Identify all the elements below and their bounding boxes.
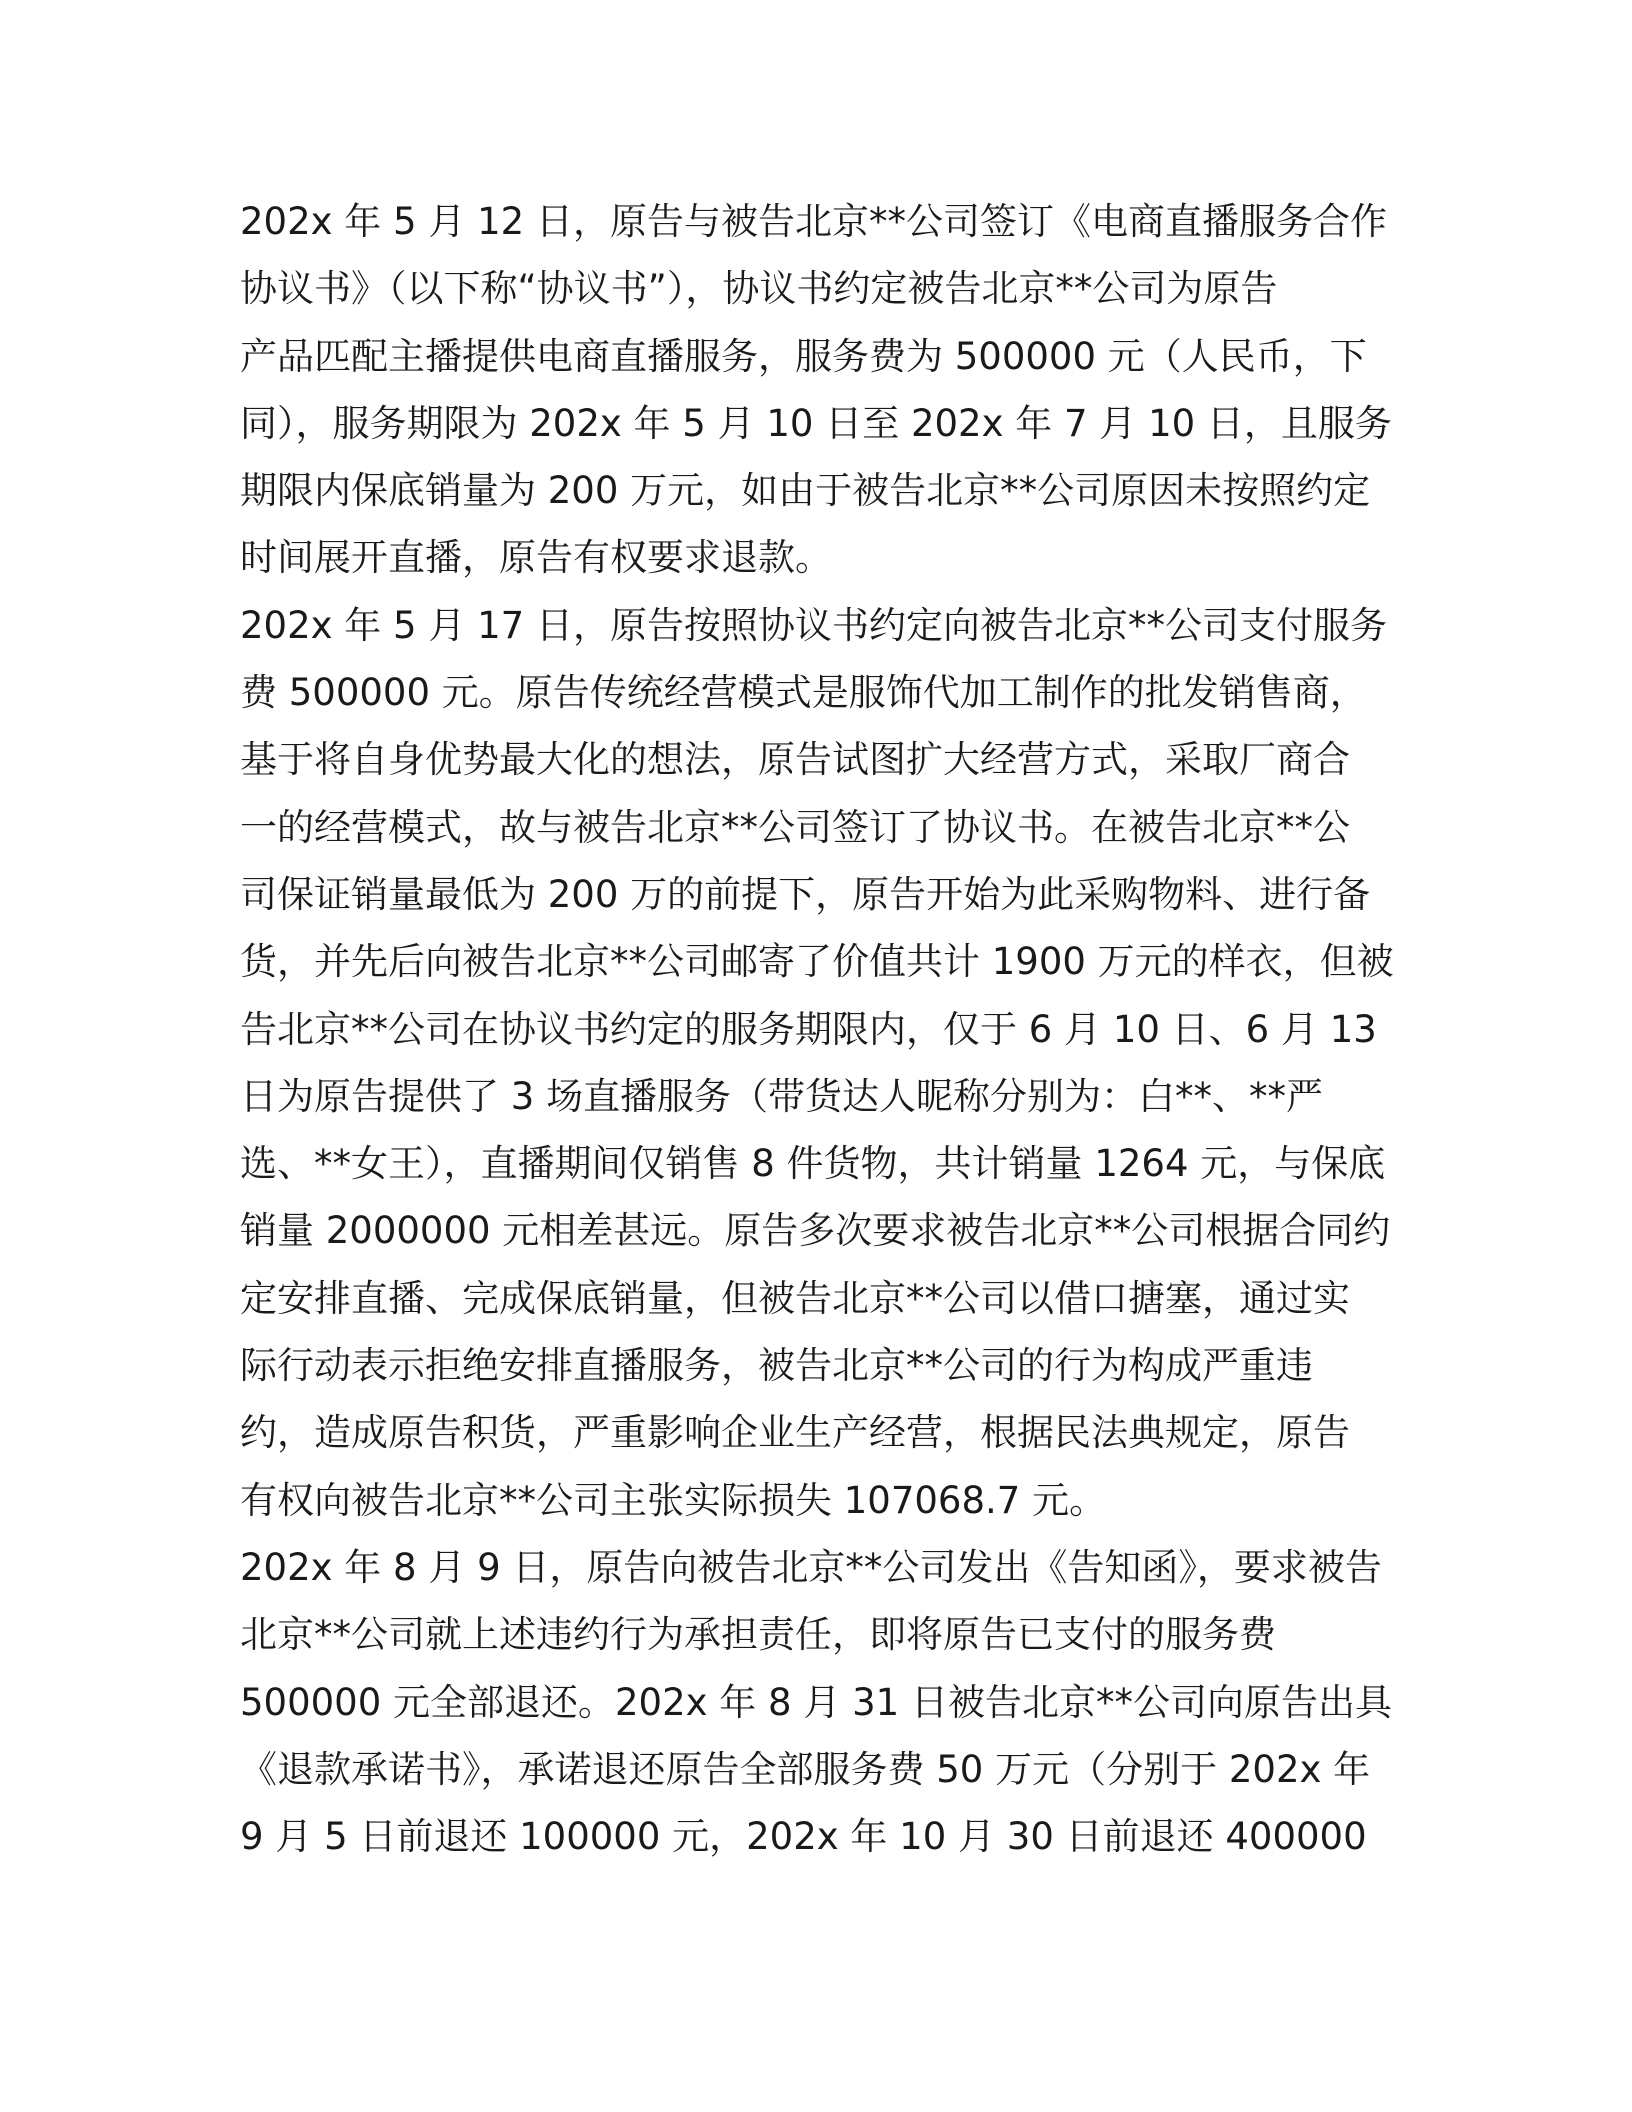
text-line: 一的经营模式，故与被告北京**公司签订了协议书。在被告北京**公 xyxy=(240,805,1350,849)
text-line: 定安排直播、完成保底销量，但被告北京**公司以借口搪塞，通过实 xyxy=(240,1276,1350,1320)
text-line: 500000 元全部退还。202x 年 8 月 31 日被告北京**公司向原告出具 xyxy=(240,1680,1392,1724)
text-line: 销量 2000000 元相差甚远。原告多次要求被告北京**公司根据合同约 xyxy=(240,1209,1391,1253)
text-line: 202x 年 5 月 12 日，原告与被告北京**公司签订《电商直播服务合作 xyxy=(240,200,1387,243)
text-line: 《退款承诺书》，承诺退还原告全部服务费 50 万元（分别于 202x 年 xyxy=(240,1747,1371,1791)
text-line: 选、**女王），直播期间仅销售 8 件货物，共计销量 1264 元，与保底 xyxy=(240,1142,1386,1186)
text-line: 费 500000 元。原告传统经营模式是服饰代加工制作的批发销售商， xyxy=(240,671,1367,715)
text-line: 司保证销量最低为 200 万的前提下，原告开始为此采购物料、进行备 xyxy=(240,872,1371,916)
text-line: 有权向被告北京**公司主张实际损失 107068.7 元。 xyxy=(240,1478,1107,1522)
text-line: 北京**公司就上述违约行为承担责任，即将原告已支付的服务费 xyxy=(240,1613,1276,1657)
text-line: 期限内保底销量为 200 万元，如由于被告北京**公司原因未按照约定 xyxy=(240,469,1371,513)
text-line: 时间展开直播，原告有权要求退款。 xyxy=(240,536,832,580)
text-line: 9 月 5 日前退还 100000 元，202x 年 10 月 30 日前退还 400000 xyxy=(240,1815,1367,1859)
text-line: 约，造成原告积货，严重影响企业生产经营，根据民法典规定，原告 xyxy=(240,1411,1350,1455)
text-line: 产品匹配主播提供电商直播服务，服务费为 500000 元（人民币，下 xyxy=(240,334,1367,378)
text-line: 协议书》（以下称“协议书”），协议书约定被告北京**公司为原告 xyxy=(240,267,1278,311)
text-line: 际行动表示拒绝安排直播服务，被告北京**公司的行为构成严重违 xyxy=(240,1344,1313,1388)
document-body xyxy=(240,188,1420,1870)
text-line: 日为原告提供了 3 场直播服务（带货达人昵称分别为：白**、**严 xyxy=(240,1074,1324,1118)
text-line: 基于将自身优势最大化的想法，原告试图扩大经营方式，采取厂商合 xyxy=(240,738,1350,782)
text-line: 同），服务期限为 202x 年 5 月 10 日至 202x 年 7 月 10 日，且服务 xyxy=(240,401,1392,445)
text-line: 货，并先后向被告北京**公司邮寄了价值共计 1900 万元的样衣，但被 xyxy=(240,940,1394,984)
text-line: 202x 年 8 月 9 日，原告向被告北京**公司发出《告知函》，要求被告 xyxy=(240,1545,1382,1589)
text-line: 告北京**公司在协议书约定的服务期限内，仅于 6 月 10 日、6 月 13 xyxy=(240,1007,1377,1051)
text-line: 202x 年 5 月 17 日，原告按照协议书约定向被告北京**公司支付服务 xyxy=(240,603,1387,647)
